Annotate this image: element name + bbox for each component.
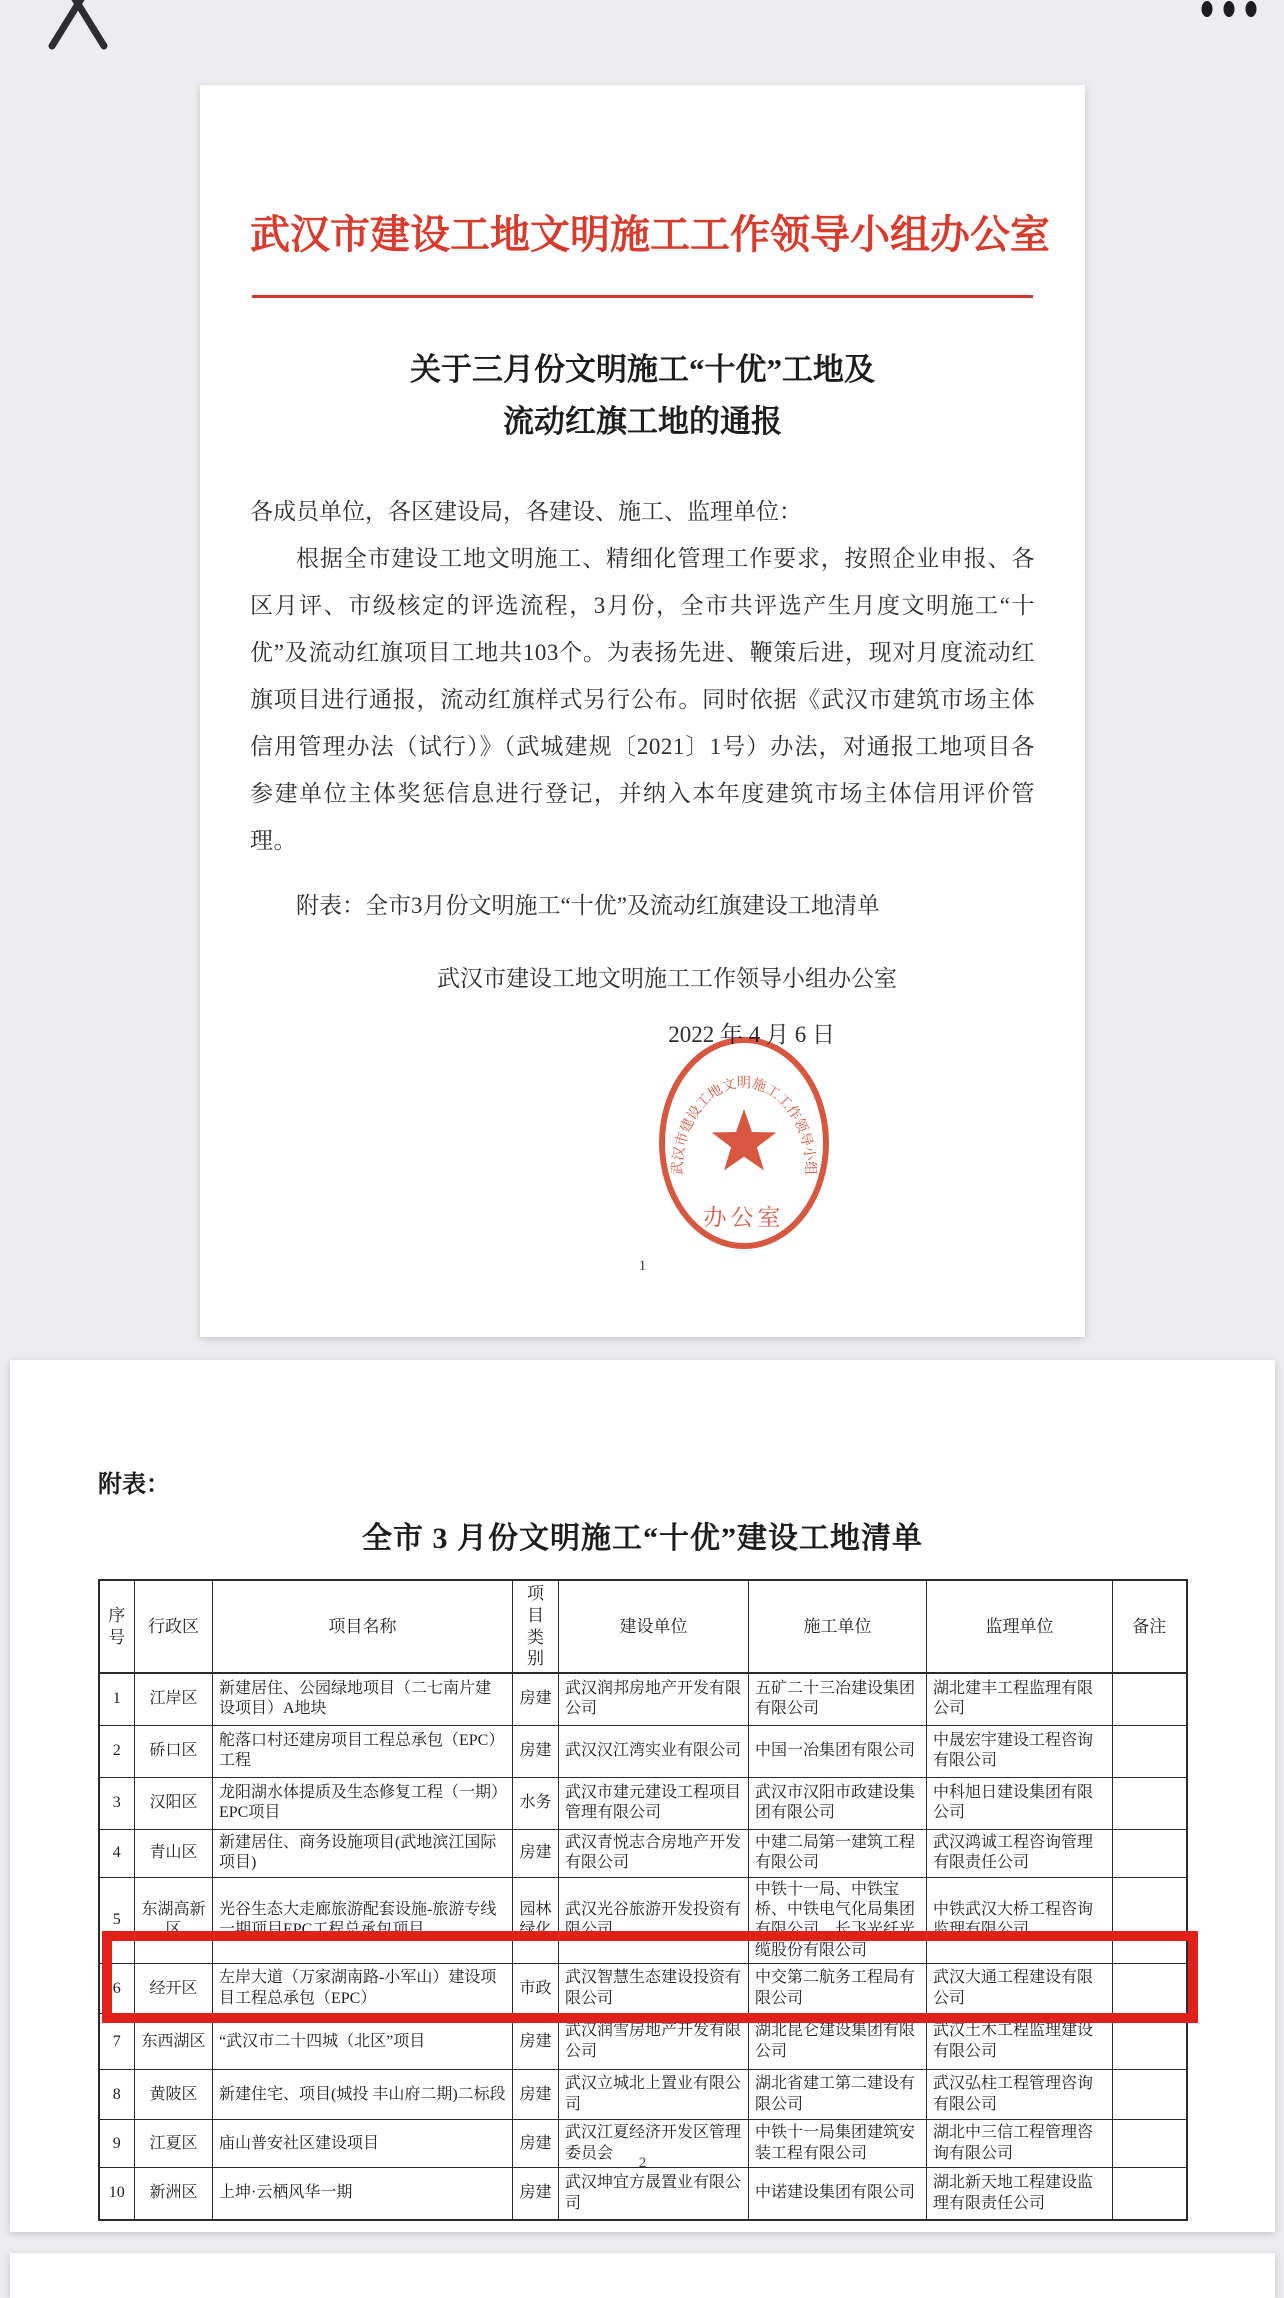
cell-category: 市政 [513,1964,559,2014]
column-header: 项目类别 [513,1580,559,1673]
document-title-line1: 关于三月份文明施工“十优”工地及 [410,352,875,387]
close-icon [40,0,116,64]
cell-supervisor: 武汉大通工程建设有限公司 [927,1964,1113,2014]
cell-district: 汉阳区 [135,1777,213,1829]
cell-seq: 9 [99,2120,135,2168]
table-row [99,2168,1187,2220]
cell-remark [1113,1829,1187,1877]
document-page-3 [10,2253,1275,2298]
org-header: 武汉市建设工地文明施工工作领导小组办公室 [250,212,1050,257]
attachment-note: 附表：全市3月份文明施工“十优”及流动红旗建设工地清单 [296,893,880,918]
cell-remark [1113,2168,1187,2220]
cell-contractor: 中诺建设集团有限公司 [749,2168,927,2220]
cell-project: 舵落口村还建房项目工程总承包（EPC）工程 [213,1725,513,1777]
cell-project: 新建居住、公园绿地项目（二七南片建设项目）A地块 [213,1673,513,1725]
cell-builder: 武汉智慧生态建设投资有限公司 [559,1964,749,2014]
official-seal [655,1033,833,1253]
table-body [99,1673,1187,2220]
cell-contractor: 中交第二航务工程局有限公司 [749,1964,927,2014]
cell-remark [1113,1877,1187,1964]
cell-supervisor: 中科旭日建设集团有限公司 [927,1777,1113,1829]
cell-seq: 10 [99,2168,135,2220]
more-menu-button[interactable] [1196,0,1266,30]
cell-district: 黄陂区 [135,2070,213,2120]
cell-seq: 8 [99,2070,135,2120]
cell-contractor: 湖北省建工第二建设有限公司 [749,2070,927,2120]
signature-date: 2022 年 4 月 6 日 [668,1022,835,1047]
column-header: 项目名称 [213,1580,513,1673]
cell-seq: 7 [99,2014,135,2070]
document-title-line2: 流动红旗工地的通报 [503,404,782,439]
seal-bottom-text: 办公室 [703,1205,785,1230]
cell-district: 江岸区 [135,1673,213,1725]
cell-remark [1113,1777,1187,1829]
table-row [99,1673,1187,1725]
cell-contractor: 武汉市汉阳市政建设集团有限公司 [749,1777,927,1829]
cell-remark [1113,2070,1187,2120]
cell-builder: 武汉立城北上置业有限公司 [559,2070,749,2120]
cell-project: 庙山普安社区建设项目 [213,2120,513,2168]
cell-district: 经开区 [135,1964,213,2014]
cell-district: 江夏区 [135,2120,213,2168]
red-divider [252,295,1033,298]
cell-project: 光谷生态大走廊旅游配套设施-旅游专线一期项目EPC工程总承包项目 [213,1877,513,1964]
cell-builder: 武汉江夏经济开发区管理委员会 [559,2120,749,2168]
cell-builder: 武汉润邦房地产开发有限公司 [559,1673,749,1725]
table-row [99,1964,1187,2014]
attachment-label: 附表： [98,1472,170,1498]
cell-supervisor: 武汉鸿诚工程咨询管理有限责任公司 [927,1829,1113,1877]
cell-remark [1113,1725,1187,1777]
cell-seq: 2 [99,1725,135,1777]
table-title: 全市 3 月份文明施工“十优”建设工地清单 [362,1522,923,1555]
cell-builder: 武汉汉江湾实业有限公司 [559,1725,749,1777]
cell-supervisor: 湖北建丰工程监理有限公司 [927,1673,1113,1725]
column-header: 行政区 [135,1580,213,1673]
cell-project: “武汉市二十四城（北区”项目 [213,2014,513,2070]
cell-category: 房建 [513,1829,559,1877]
column-header: 施工单位 [749,1580,927,1673]
close-button[interactable] [40,0,116,64]
table-row [99,2014,1187,2070]
cell-category: 房建 [513,2014,559,2070]
cell-remark [1113,1673,1187,1725]
cell-district: 东西湖区 [135,2014,213,2070]
cell-project: 新建住宅、项目(城投 丰山府二期)二标段 [213,2070,513,2120]
cell-category: 房建 [513,1673,559,1725]
cell-project: 左岸大道（万家湖南路-小军山）建设项目工程总承包（EPC） [213,1964,513,2014]
cell-category: 园林绿化 [513,1877,559,1964]
cell-district: 新洲区 [135,2168,213,2220]
document-page-2 [10,1360,1275,2232]
cell-project: 上坤·云栖风华一期 [213,2168,513,2220]
cell-contractor: 中建二局第一建筑工程有限公司 [749,1829,927,1877]
cell-seq: 6 [99,1964,135,2014]
seal-star [712,1109,777,1171]
cell-builder: 武汉青悦志合房地产开发有限公司 [559,1829,749,1877]
cell-contractor: 中铁十一局集团建筑安装工程有限公司 [749,2120,927,2168]
cell-category: 房建 [513,2120,559,2168]
column-header: 序号 [99,1580,135,1673]
cell-project: 龙阳湖水体提质及生态修复工程（一期）EPC项目 [213,1777,513,1829]
table-header-row [99,1580,1187,1673]
salutation: 各成员单位，各区建设局，各建设、施工、监理单位： [250,499,802,524]
cell-supervisor: 中晟宏宇建设工程咨询有限公司 [927,1725,1113,1777]
cell-supervisor: 武汉土木工程监理建设有限公司 [927,2014,1113,2070]
cell-category: 房建 [513,2168,559,2220]
cell-category: 房建 [513,1725,559,1777]
table-row [99,1829,1187,1877]
document-title [250,344,1035,448]
cell-seq: 5 [99,1877,135,1964]
column-header: 建设单位 [559,1580,749,1673]
body-paragraph: 根据全市建设工地文明施工、精细化管理工作要求，按照企业申报、各区月评、市级核定的评选流程，3月份，全市共评选产生月度文明施工“十优”及流动红旗项目工地共103个。为表扬先进、鞭策后进，现对月度流动红旗项目进行通报，流动红旗样式另行公布。同时依据《武汉市建筑市场主体信用管理办法（试行）》（武城建规〔2021〕1号）办法，对通报工地项目各参建单位主体奖惩信息进行登记，并纳入本年度建筑市场主体信用评价管理。 [250,546,1035,853]
cell-supervisor: 湖北新天地工程建设监理有限责任公司 [927,2168,1113,2220]
cell-district: 青山区 [135,1829,213,1877]
cell-contractor: 中国一冶集团有限公司 [749,1725,927,1777]
cell-builder: 武汉市建元建设工程项目管理有限公司 [559,1777,749,1829]
table-row [99,1877,1187,1964]
column-header: 监理单位 [927,1580,1113,1673]
cell-builder: 武汉坤宜方晟置业有限公司 [559,2168,749,2220]
cell-contractor: 中铁十一局、中铁宝桥、中铁电气化局集团有限公司，长飞光纤光缆股份有限公司 [749,1877,927,1964]
table-row [99,1777,1187,1829]
table-row [99,1725,1187,1777]
signature-org: 武汉市建设工地文明施工工作领导小组办公室 [437,966,897,991]
table-row [99,2070,1187,2120]
cell-builder: 武汉光谷旅游开发投资有限公司 [559,1877,749,1964]
cell-seq: 3 [99,1777,135,1829]
cell-district: 硚口区 [135,1725,213,1777]
cell-builder: 武汉润雪房地产开发有限公司 [559,2014,749,2070]
cell-contractor: 湖北昆仑建设集团有限公司 [749,2014,927,2070]
cell-remark [1113,2014,1187,2070]
cell-project: 新建居住、商务设施项目(武地滨江国际项目) [213,1829,513,1877]
more-dots-icon [1196,0,1266,30]
cell-seq: 4 [99,1829,135,1877]
column-header: 备注 [1113,1580,1187,1673]
cell-supervisor: 中铁武汉大桥工程咨询监理有限公司 [927,1877,1113,1964]
seal-arc-text: 武汉市建设工地文明施工工作领导小组 [670,1076,818,1176]
cell-category: 水务 [513,1777,559,1829]
cell-remark [1113,1964,1187,2014]
page-number-2: 2 [638,2155,647,2171]
document-page-1 [200,85,1085,1337]
cell-supervisor: 湖北中三信工程管理咨询有限公司 [927,2120,1113,2168]
cell-district: 东湖高新区 [135,1877,213,1964]
cell-contractor: 五矿二十三冶建设集团有限公司 [749,1673,927,1725]
page-number-1: 1 [638,1258,647,1274]
cell-seq: 1 [99,1673,135,1725]
cell-supervisor: 武汉弘柱工程管理咨询有限公司 [927,2070,1113,2120]
cell-category: 房建 [513,2070,559,2120]
sites-table [98,1579,1188,2221]
